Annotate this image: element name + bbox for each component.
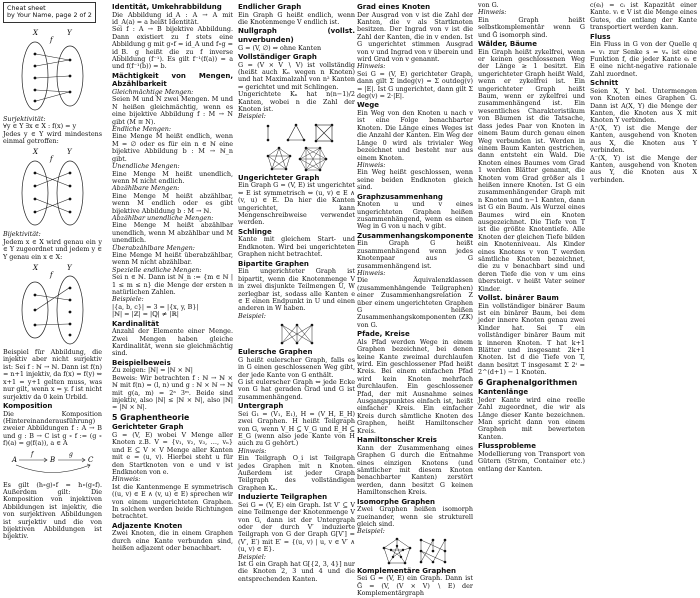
isomorphic-graph-b bbox=[418, 537, 448, 565]
text-schlinge: Kante mit gleichem Start- und Endknoten. Wird bei ungerichteten Graphen nicht betrachtet. bbox=[238, 235, 355, 259]
label-abzaehlbar-unendlich: Abzählbar unendliche Mengen: bbox=[112, 213, 214, 222]
label-beispiel: Beispiel: bbox=[238, 112, 266, 121]
label-f: f bbox=[30, 450, 33, 458]
column-5 bbox=[478, 2, 585, 492]
label-a: A bbox=[11, 455, 17, 464]
label-f: f bbox=[49, 35, 53, 44]
heading-flussprobleme: Flussprobleme bbox=[478, 442, 536, 451]
text-von-g: von G. bbox=[478, 1, 499, 9]
label-ueberabzaehlbar: Überabzählbare Mengen: bbox=[112, 243, 195, 252]
text-isomorphe-graphen: Zwei Graphen heißen isomorph zueinander, wenn sie strukturell gleich sind. bbox=[357, 505, 473, 528]
text-ungerichteter-graph: Ein Graph G = (V, E) ist ungerichtet ⇔ E ist symmetrisch ⇔ (u, v) ∈ E ∧ (v, u) ∈ E. Da hier die Kanten ungerichtet, kann Mengenschreibweise verwendet werden. bbox=[238, 181, 355, 227]
bipartite-graph-figure bbox=[277, 322, 317, 346]
label-b: B bbox=[49, 455, 55, 464]
text-hinweis-zk: Die Äquivalenzklassen (zusammenhängende Teilgraphen) einer Zusammenhangsrelation Z über einem ungerichteten Graphen G heißen Zusammenhangskomponenten (ZK) von G. bbox=[357, 276, 473, 329]
surjection-diagram bbox=[18, 28, 88, 114]
column-2 bbox=[112, 2, 233, 553]
text-waelder-baeume: Ein Graph heißt zykelfrei, wenn er keinen geschlossenen Weg der Länge ≥ 1 besitzt. Ein ungerichteter Graph heißt Wald, wenn er zykelfrei ist. Ein ungerichteter Graph heißt Baum, wenn er zykelfrei und zusammenhängend ist. Ein wesentliches Charakteristikum von Bäumen ist die Tatsache, dass jedes Paar von Knoten in einem Baum durch genau einen Weg verbunden ist. Werden in einem Baum Kanten gestrichen, dann entsteht ein Wald. Die Knoten eines Baumes vom Grad 1 werden Blätter genannt, die Knoten vom Grad größer als 1 heißen innere Knoten. Ist G ein zusammenhängender Graph mit n Knoten und n−1 Kanten, dann ist G ein Baum. Als Wurzel eines Baumes wird ein Knoten ausgezeichnet. Die Tiefe von T ist die größte Knotentiefe. Alle Knoten der gleichen Tiefe bilden ein Knotenniveau. Als Kinder eines Knotens v von T werden sämtliche Knoten bezeichnet, die zu v benachbart sind und deren Tiefe die von v um eins übersteigt. v heißt Vater seiner Kinder. bbox=[478, 47, 585, 293]
text-schnitt-1: Seien X, Y bel. Untermengen von Knoten eines Graphen G. Dann ist A(X, Y) die Menge der Kanten, die Knoten aus X mit Knoten Y verbinden. bbox=[590, 86, 697, 125]
text-injective-example: Beispiel für Abbildung, die injektiv aber nicht surjektiv ist: Sei f : ℕ → ℕ. Dann ist f(n) = n+1 injektiv, da f(x) = f(y) ⇔ x+1 = y+1 gelten muss, was nur gilt, wenn x = y. f ist nicht surjektiv da 0 kein Urbild. bbox=[3, 348, 102, 401]
text-gerichteter-graph: G = (V, E) wobei V Menge aller Knoten z.B. V = {v₁, v₂, v₃, …, vₙ} und E ⊆ V × V Menge aller Kanten mit e = (u, v). Hierbei steht u für den Startknoten von e und v ist Endknoten von e. bbox=[112, 430, 233, 476]
heading-untergraph: Untergraph bbox=[238, 402, 284, 411]
heading-fluss: Fluss bbox=[590, 32, 611, 41]
k5-graph-figure bbox=[266, 146, 292, 172]
label-hinweis-zk: Hinweis: bbox=[357, 268, 386, 277]
label-hinweis: Hinweis: bbox=[112, 475, 141, 484]
text-adjazente-knoten: Zwei Knoten, die in einem Graphen durch eine Kante verbunden sind, heißen adjazent oder benachbart. bbox=[112, 529, 233, 553]
label-beispiel-isomorph: Beispiel: bbox=[357, 527, 385, 536]
heading-maechtigkeit: Mächtigkeit von Mengen, Abzählbarkeit bbox=[112, 71, 233, 89]
text-nullgraph: G = (V, ∅) ⇒ ohne Kanten bbox=[238, 43, 322, 52]
section-graphentheorie: 5 Graphentheorie bbox=[112, 412, 190, 422]
text-komplementaere-graphen: Sei G = (V, E) ein Graph. Dann ist Ḡ = (V, (V × V) ∖ E) der Komplementärgraph bbox=[357, 574, 473, 598]
heading-wege: Wege bbox=[357, 101, 379, 110]
label-f: f bbox=[49, 155, 53, 164]
heading-kantenlaenge: Kantenlänge bbox=[478, 388, 529, 397]
text-spezielle-mengen: Sei n ∈ ℕ. Dann ist ℕ_n := {m ∈ ℕ | 1 ≤ m ≤ n} die Menge der ersten n natürlichen Zahlen. bbox=[112, 273, 233, 296]
text-gleichmaechtig: Seien M und N zwei Mengen. M und N heißen gleichmächtig, wenn es eine bijektive Abbildung f : M → N gibt (M ≅ N). bbox=[112, 95, 233, 126]
label-beispiel-bipartit: Beispiel: bbox=[238, 311, 266, 320]
label-y: Y bbox=[66, 264, 72, 273]
label-y: Y bbox=[66, 28, 72, 37]
label-beispiele: Beispiele: bbox=[112, 295, 144, 304]
k4-graph-figure bbox=[313, 122, 335, 144]
label-endlich: Endliche Mengen: bbox=[112, 125, 172, 134]
text-abzaehlbar: Eine Menge M heißt abzählbar, wenn M endlich oder es gibt bijektive Abbildung b : M → ℕ. bbox=[112, 191, 233, 215]
label-f: f bbox=[49, 271, 53, 280]
k3-graph-figure bbox=[285, 122, 307, 144]
text-zusammenhangskomponente: Ein Graph G heißt zusammenhängend wenn jedes Knotenpaar aus G zusammenhängend ist. bbox=[357, 239, 473, 270]
heading-vollst-binaerer-baum: Vollst. binärer Baum bbox=[478, 294, 559, 303]
text-induzierte-teilgraphen: Sei G = (V, E) ein Graph. Ist V′ ⊆ V eine Teilmenge der Knotenmenge V von G, dann ist der Untergraph oder der durch V′ induzierte Teilgraph von G der Graph G[V′] = (V′, E′) mit E′ = {(u, v) | u, v ∈ V′ ∧ (u, v) ∈ E}. bbox=[238, 500, 355, 554]
text-beispiel-2: |ℕ| = |ℤ| = |ℚ| ≠ |ℝ| bbox=[112, 310, 179, 319]
column-6 bbox=[590, 2, 697, 492]
label-x: X bbox=[32, 264, 38, 273]
heading-waelder-baeume: Wälder, Bäume bbox=[478, 40, 537, 49]
text-kardinalitaet: Anzahl der Elemente einer Menge. Zwei Mengen haben gleiche Kardinalität, wenn sie gleichmächtig sind. bbox=[112, 327, 233, 358]
isomorphic-graph-a bbox=[382, 537, 412, 565]
header-title: Cheat sheet bbox=[7, 4, 46, 12]
header-box bbox=[3, 2, 96, 23]
text-flussprobleme-1: Modellierung von Transport von Gütern (Strom, Container etc.) entlang der Kanten. bbox=[478, 449, 585, 473]
text-eulersch-2: G ist eulerscher Graph ⇔ jede Ecke von G hat geraden Grad und G ist zusammenhängend. bbox=[238, 377, 355, 401]
text-hinweis-symmetrisch: Ist die Kantenmenge E symmetrisch ((u, v) ∈ E ∧ (v, u) ∈ E) sprechen wir von einem ungerichteten Graphen. In solchen werden beide Richtungen betrachtet. bbox=[112, 482, 233, 521]
heading-pfade-kreise: Pfade, Kreise bbox=[357, 330, 410, 339]
text-graphzusammenhang: Knoten u und v eines ungerichteten Graphen heißen zusammenhängend, wenn es einen Weg in G von u nach v gibt. bbox=[357, 200, 473, 231]
isomorphic-graphs-example bbox=[357, 536, 473, 566]
column-4 bbox=[357, 2, 474, 598]
complete-graph-examples bbox=[238, 121, 355, 145]
k6-graph-figure bbox=[299, 146, 327, 172]
injection-diagram bbox=[18, 263, 88, 347]
heading-adjazente-knoten: Adjazente Knoten bbox=[112, 521, 183, 530]
text-schnitt-3: A⁻(X, Y) ist die Menge der Kanten, ausgehend von Knoten aus Y, die Knoten aus X verbinden. bbox=[590, 153, 697, 184]
heading-kardinalitaet: Kardinalität bbox=[112, 319, 159, 328]
column-3 bbox=[238, 2, 355, 583]
text-wege: Ein Weg von den Knoten u nach v ist eine Folge benachbarter Knoten. Die Länge eines Weges ist die Anzahl der Kanten. Ein Weg der Länge 0 wird als trivialer Weg bezeichnet und besteht nur aus einem Knoten. bbox=[357, 109, 473, 162]
heading-vollstaendiger-graph: Vollständiger Graph bbox=[238, 53, 317, 61]
text-komposition: Die Komposition (Hintereinanderausführung) zweier Abbildungen f : A → B und g : B → C ist g ∘ f := (g ∘ f)(a) = g(f(a)), a ∈ A bbox=[3, 409, 102, 448]
text-beispiel-1: |{a, b, c}| = 3 = |{x, y, B}| bbox=[112, 302, 199, 311]
heading-beispielbeweis: Beispielbeweis bbox=[112, 358, 171, 367]
heading-isomorphe-graphen: Isomorphe Graphen bbox=[357, 497, 435, 506]
heading-gerichteter-graph: Gerichteter Graph bbox=[112, 423, 184, 432]
text-unendlich: Eine Menge M heißt unendlich, wenn M nicht endlich. bbox=[112, 169, 233, 185]
heading-nullgraph: Nullgraph (vollst. unverbunden) bbox=[238, 27, 355, 44]
label-spezielle-mengen: Spezielle endliche Mengen: bbox=[112, 265, 202, 274]
heading-induzierte-teilgraphen: Induzierte Teilgraphen bbox=[238, 493, 328, 502]
label-gleichmaechtig: Gleichmächtige Mengen: bbox=[112, 88, 194, 97]
text-identitaet: Die Abbildung id_A : A → A mit id_A(a) = a heißt Identität. bbox=[112, 10, 233, 26]
heading-ungerichteter-graph: Ungerichteter Graph bbox=[238, 173, 320, 182]
label-c: C bbox=[87, 455, 93, 464]
label-y: Y bbox=[66, 148, 72, 157]
heading-endlicher-graph: Endlicher Graph bbox=[238, 3, 302, 11]
text-pfade-kreise: Als Pfad werden Wege in einem Graphen bezeichnet, bei denen keine Kante zweimal durchlaufen wird. Ein geschlossener Pfad heißt Kreis. Bei einem einfachen Pfad wird kein Knoten mehrfach durchlaufen. Ein geschlossener Pfad, der mit Ausnahme seines Ausgangspunktes einfach ist, heißt einfacher Kreis. Ein einfacher Kreis durch sämtliche Knoten des Graphen, heißt Hamiltonscher Kreis. bbox=[357, 337, 473, 435]
heading-komplementaere-graphen: Komplementäre Graphen bbox=[357, 566, 456, 575]
text-ueberabzaehlbar: Eine Menge M heißt überabzählbar, wenn M nicht abzählbar. bbox=[112, 250, 233, 267]
label-unendlich: Unendliche Mengen: bbox=[112, 162, 180, 171]
text-vollst-binaerer-baum: Ein vollständiger binärer Baum ist ein binärer Baum, bei dem jeder innere Knoten genau zwei Kinder hat. Sei T ein vollständiger binärer Baum mit k inneren Knoten. T hat k+1 Blätter und insgesamt 2k+1 Knoten. Ist d die Tiefe von T, dann besitzt T insgesamt Σ 2ⁱ = 2^(d+1) − 1 Knoten. bbox=[478, 301, 585, 377]
label-hinweis-grad: Hinweis: bbox=[357, 62, 386, 71]
label-x: X bbox=[32, 28, 38, 37]
label-hinweis-wege: Hinweis: bbox=[357, 160, 386, 169]
text-zu-zeigen: Zu zeigen: |ℕ| = |ℕ × ℕ| bbox=[112, 366, 193, 375]
text-ungerichtet-kn: Ungerichtete Kₙ hat n(n−1)/2 Kanten, wobei n die Zahl der Knoten ist. bbox=[238, 90, 355, 114]
heading-grad: Grad eines Knoten bbox=[357, 3, 431, 11]
text-bijectivity-desc: Jedem x ∈ X wird genau ein y ∈ Y zugeordnet und jedem y ∈ Y genau ein x ∈ X: bbox=[3, 237, 102, 261]
text-komposition-rules: Es gilt (h∘g)∘f = h∘(g∘f). Außerdem gilt: Die Komposition von injektiven Abbildungen ist injektiv, die von surjektiven Abbildungen ist surjektiv und die von bijektiven Abbildungen ist bijektiv. bbox=[3, 480, 102, 541]
text-untergraph: Sei G₁ = (V₁, E₁), H = (V_H, E_H) zwei Graphen. H heißt Teilgraph von G, wenn V_H ⊆ V_G und E_H ⊆ E_G (wenn also jede Kante von H auch zu G gehört.) bbox=[238, 409, 355, 448]
heading-identitaet: Identität, Umkehrabbildung bbox=[112, 3, 222, 11]
text-selbstkomplementaer: Ein Graph heißt selbstkomplementär wenn G und Ḡ isomorph sind. bbox=[478, 15, 585, 39]
text-schnitt-2: A⁺(X, Y) ist die Menge der Kanten, ausgehend von Knoten aus X, die Knoten aus Y verbinden. bbox=[590, 123, 697, 155]
header-subtitle: by Your Name, page 2 of 2 bbox=[7, 11, 92, 20]
bijection-diagram bbox=[18, 147, 88, 229]
heading-graphzusammenhang: Graphzusammenhang bbox=[357, 192, 443, 201]
text-vollstaendiger-graph: G = (V × V ∖ V) ist vollständig (heißt auch Kₙ wegen n Knoten) und hat Maximalzahl von n² Kanten ⇒ gerichtet und mit Schlingen. bbox=[238, 60, 355, 91]
text-surjectivity-formula: ∀y ∈ Y ∃x ∈ X : f(x) = y bbox=[3, 122, 77, 131]
text-hinweis-untergraph: Ein Teilgraph O_i ist Teilgraph jedes Graphen mit n Knoten. Außerdem ist jeder Graph Teilgraph des vollständigen Graphen Kₙ. bbox=[238, 454, 355, 492]
label-g: g bbox=[68, 450, 73, 458]
text-surjectivity: Surjektivität: bbox=[3, 114, 46, 123]
text-endlich: Eine Menge M heißt endlich, wenn M = ∅ oder es für ein n ∈ ℕ eine bijektive Abbildung b : M → ℕ_n gibt. bbox=[112, 132, 233, 163]
heading-eulersche-graphen: Eulersche Graphen bbox=[238, 348, 313, 357]
label-hinweis-komplement: Hinweis: bbox=[478, 8, 507, 17]
text-flussprobleme-2: c(eᵢ) = cᵢ ist Kapazität einer Kante. vᵢ ∈ V ist die Menge eines Gutes, die entlang der Kante transportiert werden kann. bbox=[590, 1, 697, 32]
heading-hamiltonscher-kreis: Hamiltonscher Kreis bbox=[357, 436, 437, 445]
text-fluss: Ein Fluss in G von der Quelle q = v₁ zur Senke s = vₙ ist eine Funktion f, die jeder Kante eᵢ ∈ E eine nicht-negative rationale Zahl zuordnet. bbox=[590, 40, 697, 78]
label-abzaehlbar: Abzählbare Mengen: bbox=[112, 184, 180, 193]
section-graphenalgorithmen: 6 Graphenalgorithmen bbox=[478, 377, 578, 387]
text-beispiel-induziert: Ist G ein Graph hat G[{2, 3, 4}] nur die Knoten 2, 3 und 4 und die entsprechenden Kanten. bbox=[238, 560, 355, 583]
heading-schlinge: Schlinge bbox=[238, 227, 272, 236]
text-hinweis-wege: Ein Weg heißt geschlossen, wenn seine beiden Endknoten gleich sind. bbox=[357, 168, 473, 192]
text-bijectivity: Bijektivität: bbox=[3, 230, 41, 239]
composition-diagram bbox=[8, 450, 98, 480]
text-surjectivity-desc: Jedes y ∈ Y wird mindestens einmal getroffen: bbox=[3, 129, 102, 146]
text-eulersch-1: G heißt eulerscher Graph, falls es in G einen geschlossenen Weg gibt, der jede Kante von G enthält. bbox=[238, 355, 355, 379]
heading-schnitt: Schnitt bbox=[590, 79, 619, 88]
label-hinweis-untergraph: Hinweis: bbox=[238, 446, 267, 455]
label-beispiel-induziert: Beispiel: bbox=[238, 552, 266, 561]
text-endlicher-graph: Ein Graph G heißt endlich, wenn die Knotenmenge V endlich ist. bbox=[238, 10, 355, 26]
text-abzaehlbar-unendlich: Eine Menge M heißt abzählbar unendlich, wenn M abzählbar und M unendlich. bbox=[112, 221, 233, 245]
heading-bipartite: Bipartite Graphen bbox=[238, 259, 309, 268]
k2-graph-figure bbox=[258, 123, 278, 143]
label-x: X bbox=[32, 148, 38, 157]
column-1 bbox=[3, 2, 102, 541]
heading-zusammenhangskomponente: Zusammenhangskomponente bbox=[357, 231, 474, 240]
text-grad: Der Ausgrad von v ist die Zahl der Kanten, die v als Startknoten besitzen. Der Ingrad von v ist die Zahl der Kanten, die in v enden. Ist G ungerichtet stimmen Ausgrad von v und Ingrad von v überein und wird Grad von v genannt. bbox=[357, 10, 473, 64]
text-umkehrabbildung: Sei f : A → B bijektive Abbildung. Dann existiert zu f stets eine Abbildung g mit g∘f = id_A und f∘g = id_B. g heißt die zu f inverse Abbildung (f⁻¹). Es gilt f⁻¹(f(a)) = a und f(f⁻¹(b)) = b. bbox=[112, 25, 233, 71]
text-bipartite: Ein ungerichteter Graph ist bipartit, wenn die Knotenmenge V in zwei disjunkte Teilmengen U, W zerlegbar ist, sodass alle Kanten e ∈ E einen Endpunkt in U und einen anderen in W haben. bbox=[238, 267, 355, 313]
heading-komposition: Komposition bbox=[3, 401, 53, 410]
text-kantenlaenge: Jeder Kante wird eine reelle Zahl zugeordnet, die wir als Länge dieser Kante bezeichnen. Man spricht dann von einem Graphen mit bewerteten Kanten. bbox=[478, 395, 585, 441]
complete-graph-examples-2 bbox=[238, 145, 355, 173]
text-hamiltonscher-kreis: Kann der Zusammenhang eines Graphen G durch die Entnahme eines einzigen Knotens (und sämtlicher mit diesem Knoten benachbarter Kanten) zerstört werden, dann besitzt G keinen Hamiltonschen Kreis. bbox=[357, 443, 473, 497]
text-beweis: Beweis: Wir betrachten f : ℕ → ℕ × ℕ mit f(n) = (l, n) und g : ℕ × ℕ → ℕ mit g(a, m) = 2ᵃ 3ᵐ. Beide sind injektiv, also |ℕ| ≤ |ℕ × ℕ|, also |ℕ| = |ℕ × ℕ|. bbox=[112, 373, 233, 412]
text-hinweis-grad: Sei G = (V, E) gerichteter Graph, dann gilt Σ indeg(v) = Σ outdeg(v) = |E|. Ist G ungerichtet, dann gilt Σ deg(v) = 2·|E|. bbox=[357, 69, 473, 101]
